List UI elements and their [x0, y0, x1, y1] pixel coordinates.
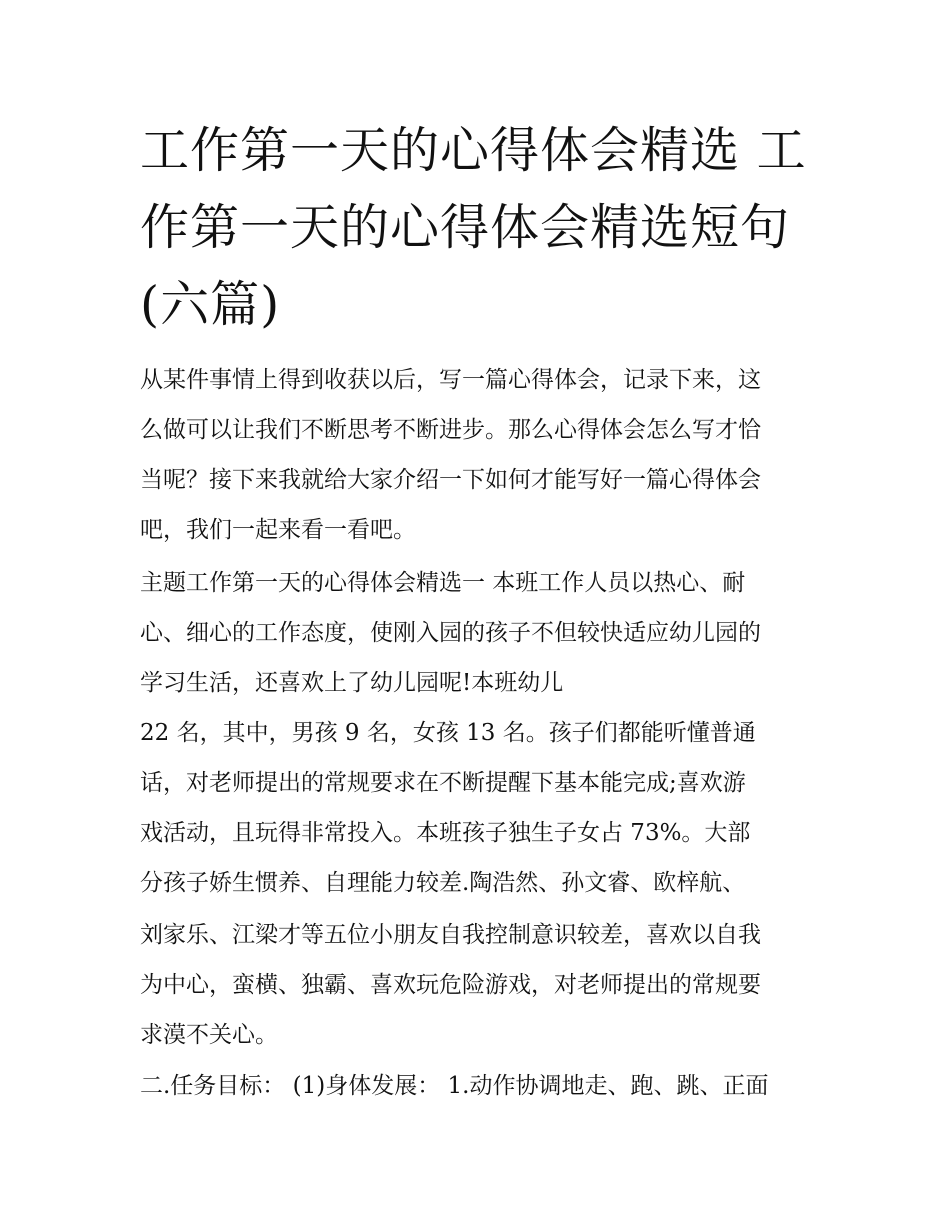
body-line: 话，对老师提出的常规要求在不断提醒下基本能完成;喜欢游	[140, 770, 746, 796]
body-line: 主题工作第一天的心得体会精选一 本班工作人员以热心、耐	[140, 570, 746, 596]
body-line: 二.任务目标： (1)身体发展： 1.动作协调地走、跑、跳、正面	[140, 1073, 769, 1099]
body-line: 从某件事情上得到收获以后，写一篇心得体会，记录下来，这	[140, 367, 761, 393]
title-line: (六篇)	[140, 276, 281, 333]
body-line: 戏活动，且玩得非常投入。本班孩子独生子女占 73%。大部	[140, 820, 751, 846]
body-line: 刘家乐、江梁才等五位小朋友自我控制意识较差，喜欢以自我	[140, 922, 761, 948]
body-line: 么做可以让我们不断思考不断进步。那么心得体会怎么写才恰	[140, 417, 761, 443]
body-line: 分孩子娇生惯养、自理能力较差.陶浩然、孙文睿、欧梓航、	[140, 870, 746, 896]
body-line: 心、细心的工作态度，使刚入园的孩子不但较快适应幼儿园的	[140, 620, 761, 646]
body-line: 为中心，蛮横、独霸、喜欢玩危险游戏，对老师提出的常规要	[140, 972, 761, 998]
title-line: 工作第一天的心得体会精选 工	[140, 122, 807, 179]
body-line: 学习生活，还喜欢上了幼儿园呢!本班幼儿	[140, 670, 564, 696]
title-line: 作第一天的心得体会精选短句	[140, 199, 791, 256]
body-line: 吧，我们一起来看一看吧。	[140, 517, 416, 543]
document-title	[140, 112, 820, 343]
body-line: 求漠不关心。	[140, 1022, 278, 1048]
body-line: 当呢？接下来我就给大家介绍一下如何才能写好一篇心得体会	[140, 467, 761, 493]
body-line: 22 名，其中，男孩 9 名，女孩 13 名。孩子们都能听懂普通	[140, 720, 756, 746]
